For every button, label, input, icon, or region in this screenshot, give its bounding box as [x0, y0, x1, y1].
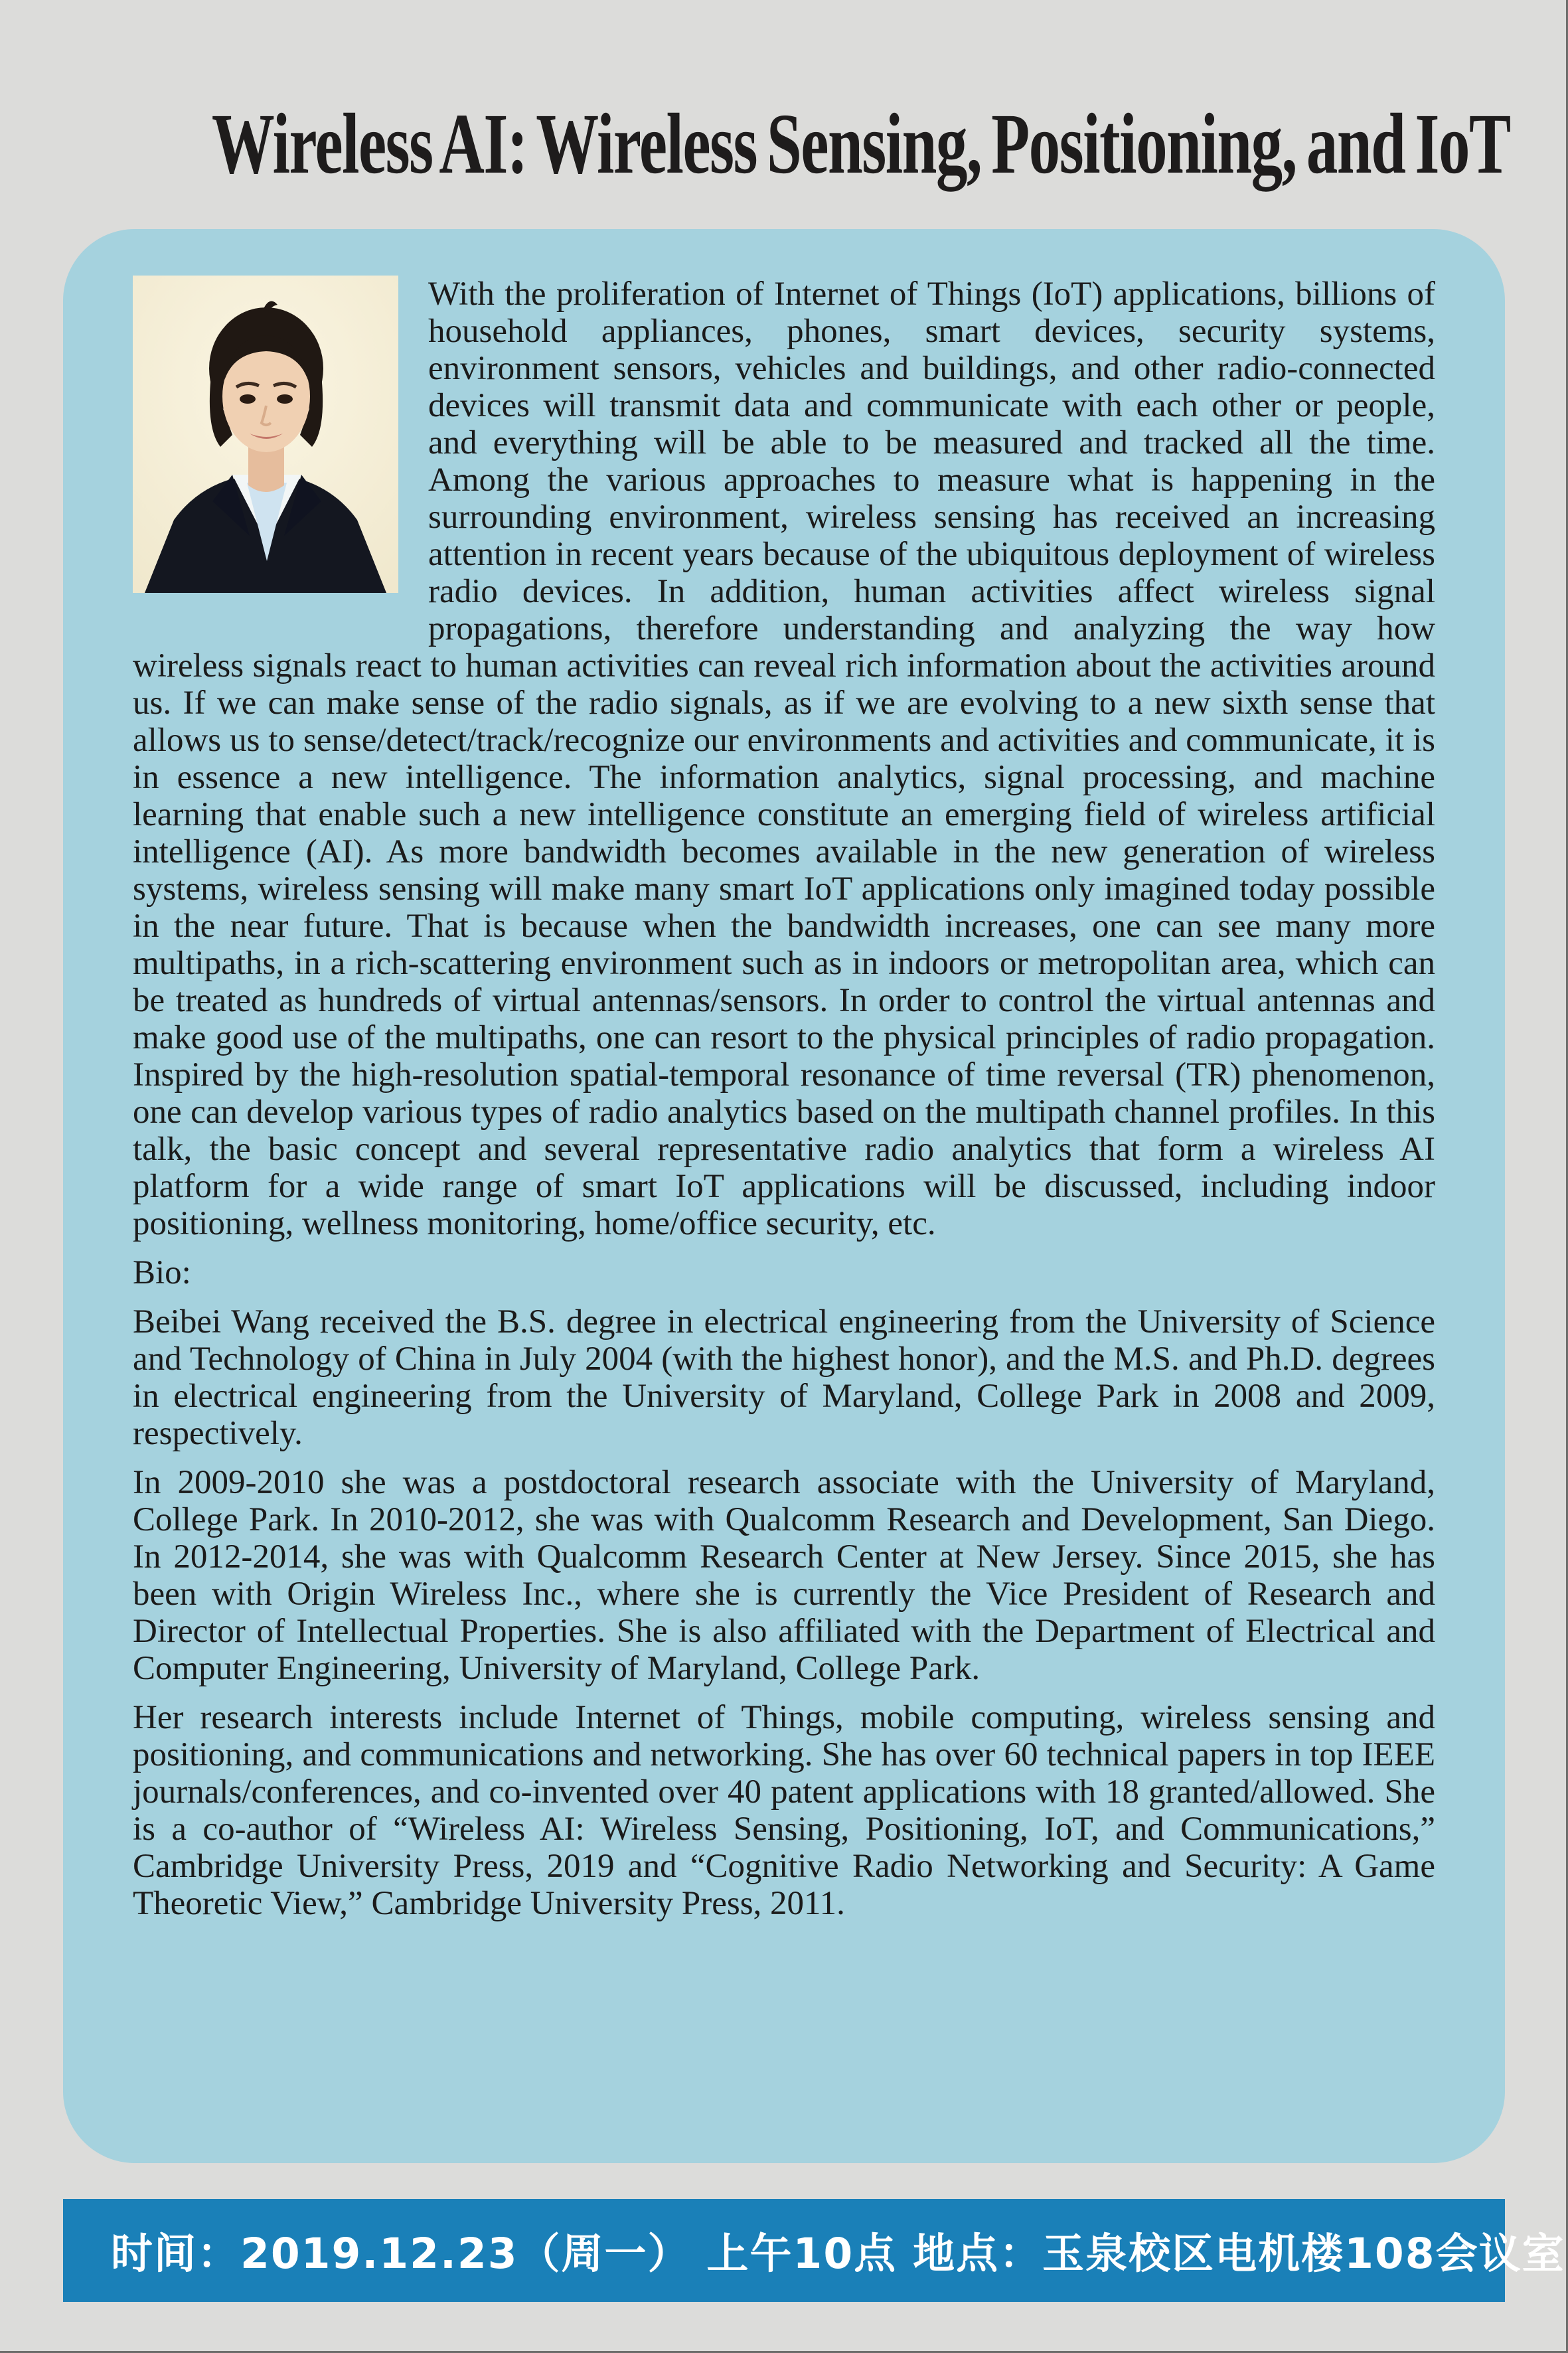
bio-paragraph-3: Her research interests include Internet of Things, mobile computing, wireless sensing and positioning, and communications and networking. She has over 60 technical papers in top IEEE journals/conferences, and co-invented over 40 patent applications with 18 granted/allowed. She is a co-author of “Wireless AI: Wireless Sensing, Positioning, IoT, and Communications,” Cambridge University Press, 2019 and “Cognitive Radio Networking and Security: A Game Theoretic View,” Cambridge University Press, 2011. — [133, 1699, 1435, 1922]
bio-label: Bio: — [133, 1254, 191, 1291]
abstract-card — [63, 229, 1505, 2163]
eye-left — [240, 394, 256, 404]
event-time-location-text: 时间：2019.12.23（周一） 上午10点 地点：玉泉校区电机楼108会议室 — [111, 2230, 1565, 2278]
page-title: Wireless AI: Wireless Sensing, Positioning, and IoT — [211, 96, 1510, 192]
eye-right — [277, 394, 293, 404]
bio-paragraph-2: In 2009-2010 she was a postdoctoral research associate with the University of Maryland, College Park. In 2010-2012, she was with Qualcomm Research and Development, San Diego. In 2012-2014, she was with Qualcomm Research Center at New Jersey. Since 2015, she has been with Origin Wireless Inc., where she is currently the Vice President of Research and Director of Intellectual Properties. She is also affiliated with the Department of Electrical and Computer Engineering, University of Maryland, College Park. — [133, 1464, 1435, 1687]
event-info-banner — [63, 2199, 1565, 2302]
speaker-photo — [133, 276, 398, 593]
bio-paragraph-1: Beibei Wang received the B.S. degree in electrical engineering from the University of Science and Technology of China in July 2004 (with the highest honor), and the M.S. and Ph.D. degrees in electrical engineering from the University of Maryland, College Park in 2008 and 2009, respectively. — [133, 1303, 1435, 1452]
speaker-portrait-illustration — [133, 276, 398, 593]
abstract-text: With the proliferation of Internet of Things (IoT) applications, billions of household appliances, phones, smart devices, security systems, environment sensors, vehicles and buildings, and other radio-connected devices will transmit data and communicate with each other or people, and everything will be able to be measured and tracked all the time. Among the various approaches to measure what is happening in the surrounding environment, wireless sensing has received an increasing attention in recent years because of the ubiquitous deployment of wireless radio devices. In addition, human activities affect wireless signal propagations, therefore understanding and analyzing the way how wireless signals react to human activities can reveal rich information about the activities around us. If we can make sense of the radio signals, as if we are evolving to a new sixth sense that allows us to sense/detect/track/recognize our environments and activities and communicate, it is in essence a new intelligence. The information analytics, signal processing, and machine learning that enable such a new intelligence constitute an emerging field of wireless artificial intelligence (AI). As more bandwidth becomes available in the new generation of wireless systems, wireless sensing will make many smart IoT applications only imagined today possible in the near future. That is because when the bandwidth increases, one can see many more multipaths, in a rich-scattering environment such as in indoors or metropolitan area, which can be treated as hundreds of virtual antennas/sensors. In order to control the virtual antennas and make good use of the multipaths, one can resort to the physical principles of radio propagation. Inspired by the high-resolution spatial-temporal resonance of time reversal (TR) phenomenon, one can develop various types of radio analytics based on the multipath channel profiles. In this talk, the basic concept and several representative radio analytics that form a wireless AI platform for a wide range of smart IoT applications will be discussed, including indoor positioning, wellness monitoring, home/office security, etc. — [133, 276, 1435, 1242]
